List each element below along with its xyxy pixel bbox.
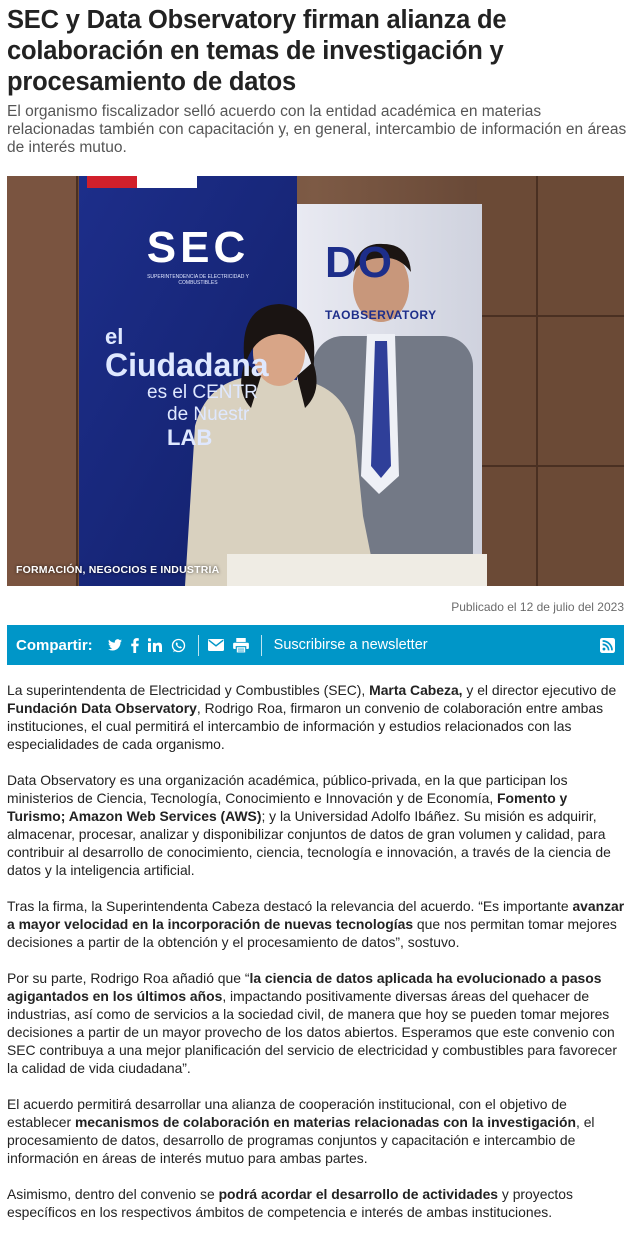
article-title: SEC y Data Observatory firman alianza de colaboración en temas de investigación y procesamiento de datos xyxy=(7,6,507,96)
publish-date: Publicado el 12 de julio del 2023 xyxy=(451,600,624,614)
print-icon[interactable] xyxy=(233,635,249,655)
bold-text: mecanismos de colaboración en materias relacionadas con la investigación xyxy=(74,1114,576,1130)
paragraph-text: , el procesamiento de datos, desarrollo de programas conjuntos y capacitación e intercambio de información en áreas de interés mutuo para ambas partes. xyxy=(7,1114,595,1166)
facebook-icon[interactable] xyxy=(131,635,139,655)
share-label: Compartir: xyxy=(16,636,93,654)
share-bar xyxy=(7,625,624,665)
article-paragraph xyxy=(7,771,625,879)
paragraph-text: y proyectos específicos en los respectivos ámbitos de competencia e interés de ambas instituciones. xyxy=(7,1186,573,1220)
bold-text: Fomento y Turismo; Amazon Web Services (AWS) xyxy=(7,790,568,824)
paragraph-text: Tras la firma, la Superintendenta Cabeza destacó la relevancia del acuerdo. “Es importante xyxy=(7,898,573,914)
article-paragraph xyxy=(7,969,625,1077)
paragraph-text: , impactando positivamente diversas áreas del quehacer de industrias, así como de servicios a la sociedad civil, de manera que hoy se pueden tomar mejores decisiones a partir de un mayor provecho de los datos abiertos. Esperamos que este convenio con SEC contribuya a una mejor planificación del servicio de electricidad y combustibles para favorecer la calidad de vida ciudadana”. xyxy=(7,988,617,1076)
category-label[interactable]: FORMACIÓN, NEGOCIOS E INDUSTRIA xyxy=(16,564,220,576)
article-photo[interactable] xyxy=(7,176,624,586)
paragraph-text: que nos permitan tomar mejores decisiones a partir de la obtención y el procesamiento de datos”, sostuvo. xyxy=(7,916,617,950)
sec-logo-subtitle: SUPERINTENDENCIA DE ELECTRICIDAD Y COMBUSTIBLES xyxy=(147,274,249,286)
do-logo-text: TAOBSERVATORY xyxy=(325,308,437,322)
newsletter-link[interactable]: Suscribirse a newsletter xyxy=(273,637,428,653)
bold-text: podrá acordar el desarrollo de actividades xyxy=(218,1186,499,1202)
bold-text: Marta Cabeza, xyxy=(369,682,463,698)
twitter-icon[interactable] xyxy=(108,635,122,655)
article-paragraph xyxy=(7,897,625,951)
article-body xyxy=(7,681,625,1239)
paragraph-text: ; y la Universidad Adolfo Ibáñez. Su misión es adquirir, almacenar, procesar, analizar y disponibilizar conjuntos de datos de gran volumen y calidad, para contribuir al desarrollo de conocimiento, ciencia, tecnología e innovación, a través de la ciencia de datos y la inteligencia artificial. xyxy=(7,808,611,878)
sec-logo: SEC xyxy=(146,223,250,272)
banner-right xyxy=(325,240,475,322)
slogan-line-3: es el CENTR xyxy=(147,382,258,403)
article-paragraph xyxy=(7,1095,625,1167)
linkedin-icon[interactable] xyxy=(148,635,162,655)
whatsapp-icon[interactable] xyxy=(171,635,186,655)
paragraph-text: , Rodrigo Roa, firmaron un convenio de colaboración entre ambas instituciones, el cual permitirá el intercambio de información y estudios relacionados con las especialidades de cada organismo. xyxy=(7,700,604,752)
paragraph-text: y el director ejecutivo de xyxy=(462,682,617,698)
bold-text: avanzar a mayor velocidad en la incorporación de nuevas tecnologías xyxy=(7,898,625,932)
slogan-line-1: el xyxy=(105,324,124,349)
do-logo: DO xyxy=(325,238,393,287)
slogan-line-5: LAB xyxy=(167,425,213,450)
bold-text: la ciencia de datos aplicada ha evolucionado a pasos agigantados en los últimos años xyxy=(7,970,602,1004)
paragraph-text: La superintendenta de Electricidad y Combustibles (SEC), xyxy=(7,682,370,698)
email-icon[interactable] xyxy=(208,635,224,655)
rss-icon[interactable] xyxy=(600,638,615,653)
bold-text: Fundación Data Observatory xyxy=(7,700,197,716)
banner-left xyxy=(97,223,287,450)
article-subtitle: El organismo fiscalizador selló acuerdo con la entidad académica en materias relacionadas también con capacitación y, en general, intercambio de información en áreas de interés mutuo. xyxy=(7,103,627,156)
paragraph-text: Por su parte, Rodrigo Roa añadió que “ xyxy=(7,970,250,986)
share-separator xyxy=(198,635,199,656)
article-paragraph xyxy=(7,1185,625,1221)
slogan-line-2: Ciudadana xyxy=(105,347,269,383)
share-separator xyxy=(261,635,262,656)
paragraph-text: El acuerdo permitirá desarrollar una alianza de cooperación institucional, con el objetivo de establecer xyxy=(7,1096,567,1130)
paragraph-text: Data Observatory es una organización académica, público-privada, en la que participan los ministerios de Ciencia, Tecnología, Conocimiento e Innovación y de Economía, xyxy=(7,772,568,806)
slogan-line-4: de Nuestr xyxy=(167,404,250,425)
paragraph-text: Asimismo, dentro del convenio se xyxy=(7,1186,219,1202)
article-paragraph xyxy=(7,681,625,753)
